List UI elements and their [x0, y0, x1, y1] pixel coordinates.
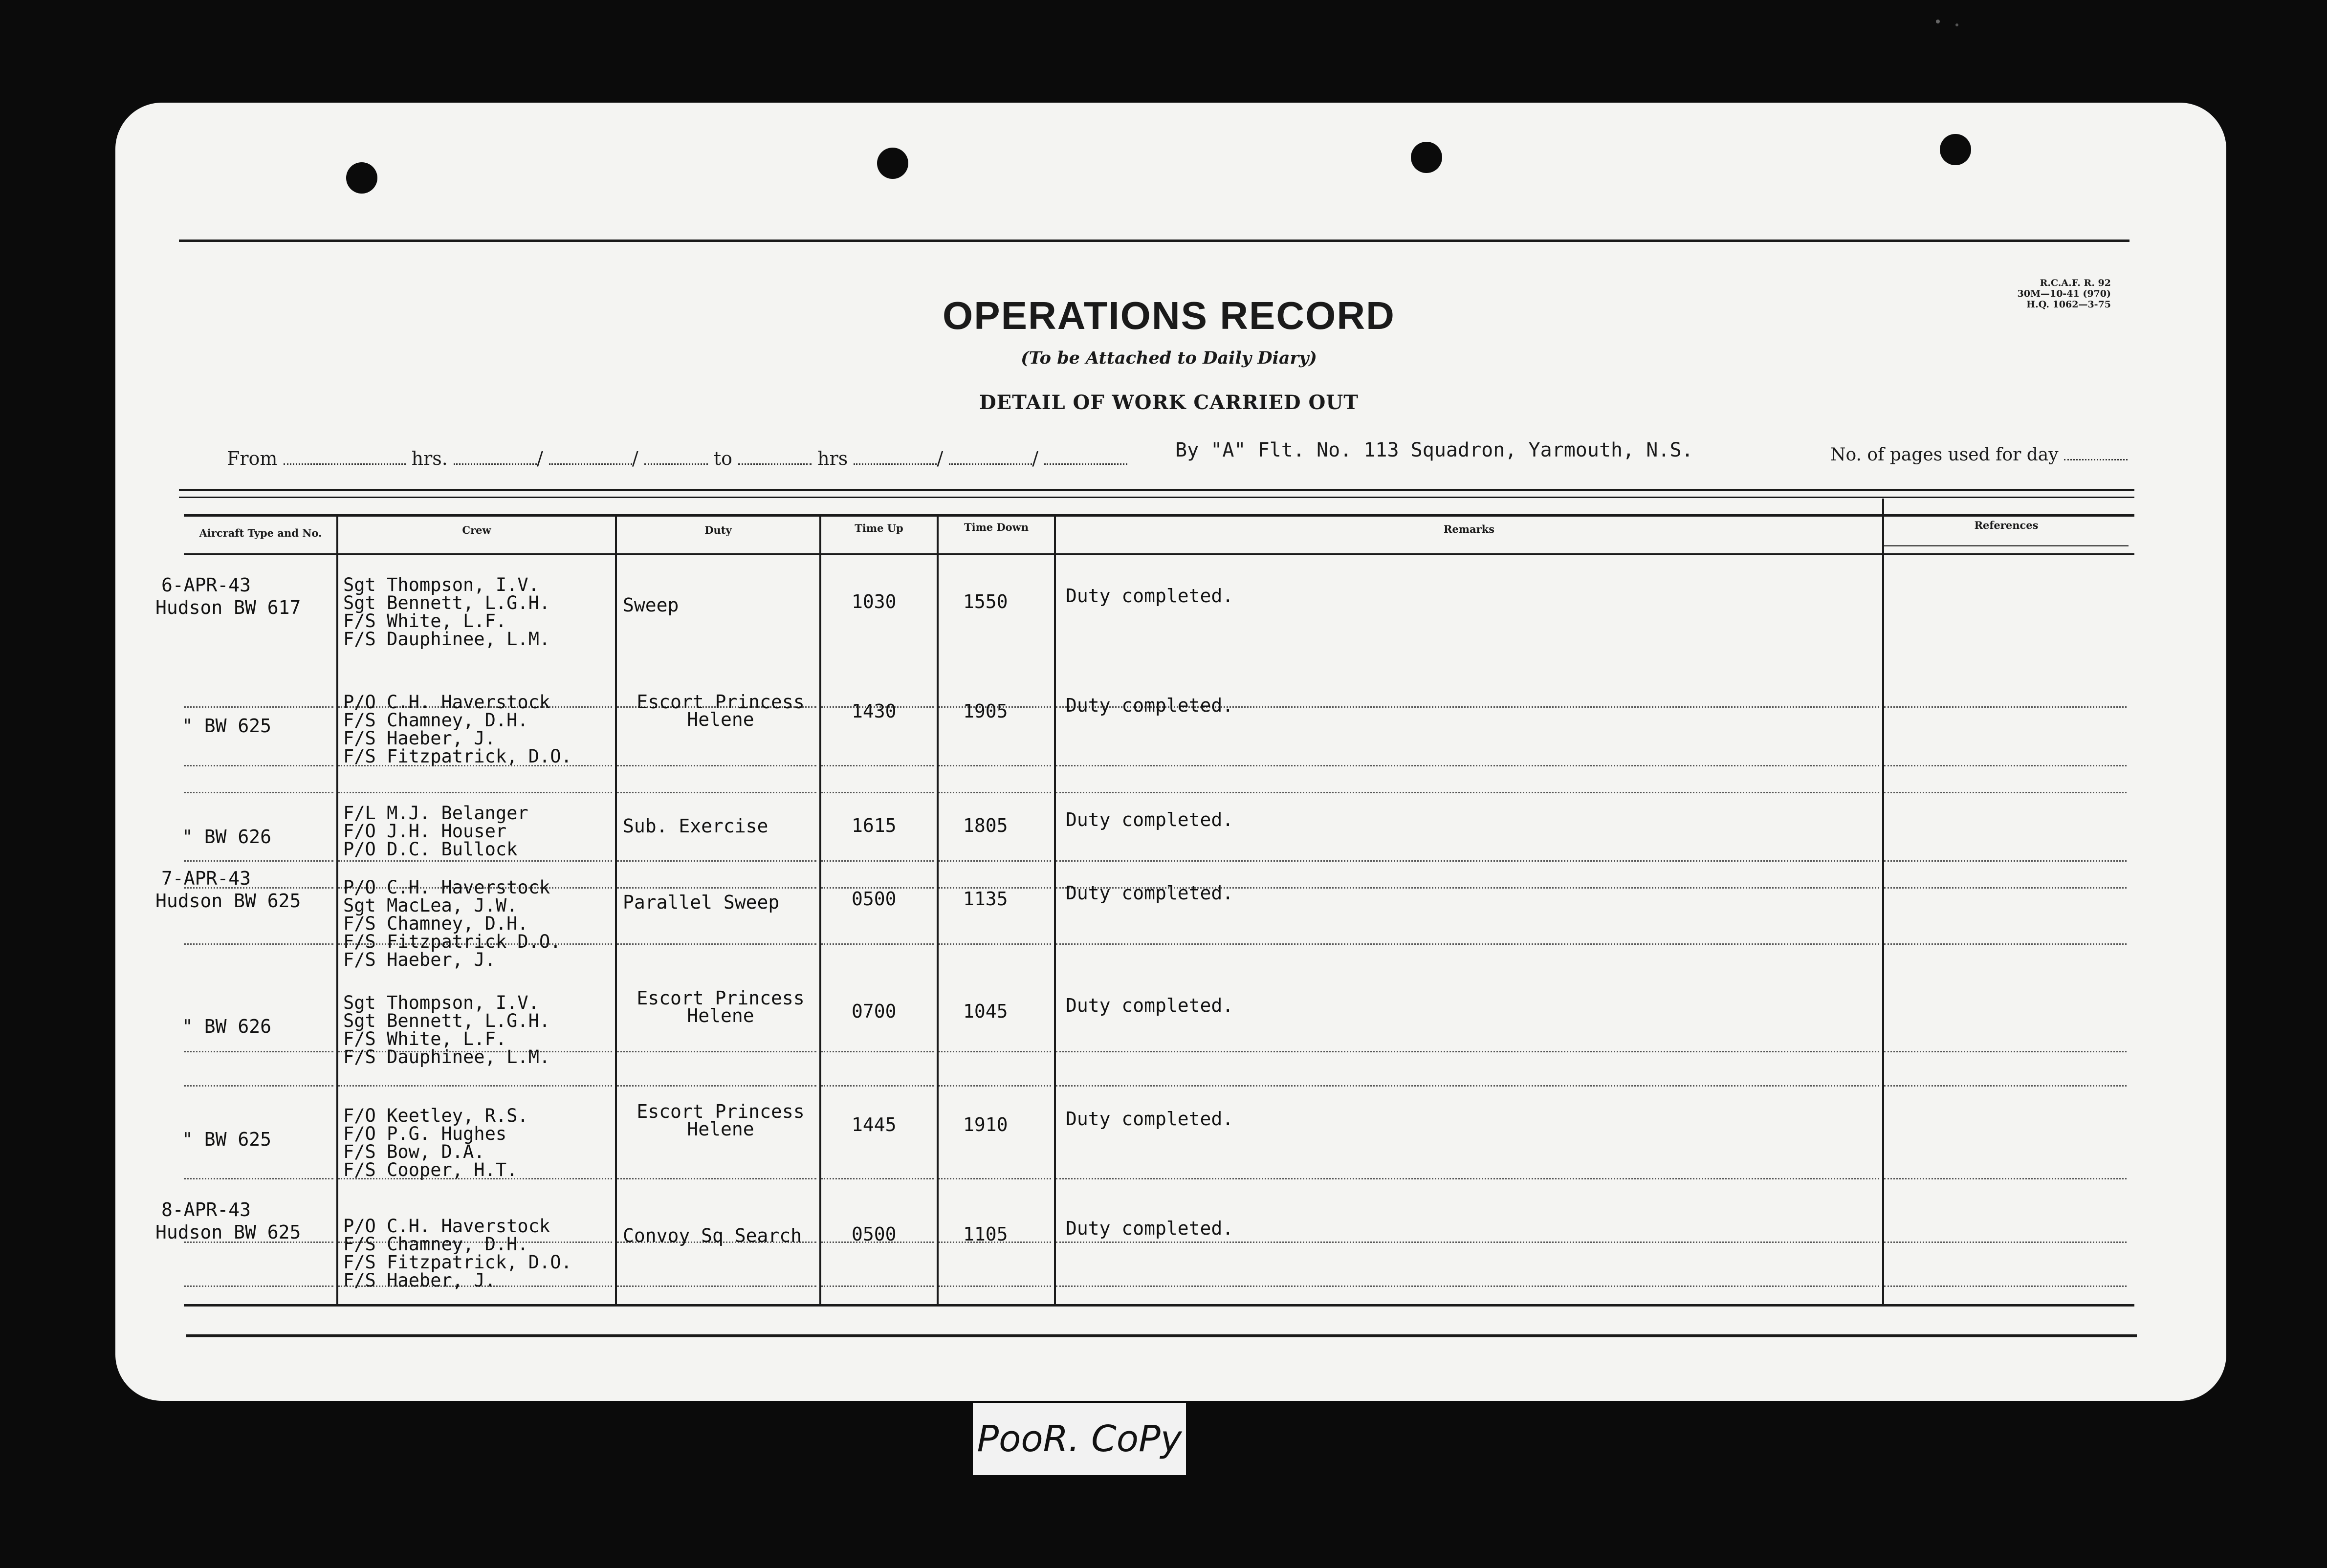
- row-guide-line: [184, 765, 333, 766]
- row-guide-line: [617, 1178, 816, 1179]
- entry-crew: [343, 994, 550, 1066]
- row-guide-line: [1884, 1285, 2127, 1287]
- entry-time-up: 0500: [852, 888, 897, 910]
- row-guide-line: [821, 860, 934, 862]
- row-guide-line: [821, 1051, 934, 1052]
- poor-copy-label: PooR. CoPy: [973, 1403, 1186, 1475]
- row-guide-line: [939, 765, 1051, 766]
- row-guide-line: [184, 792, 333, 793]
- entry-remarks: Duty completed.: [1066, 809, 1234, 830]
- entry-crew: [343, 878, 561, 969]
- entry-remarks: Duty completed.: [1066, 695, 1234, 716]
- crew-member: F/S Bow, D.A.: [343, 1141, 485, 1162]
- entry-duty: Escort Princess Helene: [637, 691, 805, 730]
- row-guide-line: [821, 1178, 934, 1179]
- crew-member: F/S White, L.F.: [343, 1028, 507, 1049]
- row-guide-line: [939, 1178, 1051, 1179]
- row-guide-line: [939, 1085, 1051, 1087]
- crew-member: Sgt Bennett, L.G.H.: [343, 592, 550, 613]
- row-guide-line: [1884, 792, 2127, 793]
- crew-member: F/S Fitzpatrick D.O.: [343, 931, 561, 952]
- entry-duty: Escort Princess Helene: [637, 987, 805, 1026]
- col-header-time-up: Time Up: [855, 522, 903, 534]
- form-ref-line: H.Q. 1062—3-75: [2026, 299, 2111, 310]
- from-label: From: [227, 448, 278, 469]
- crew-member: F/S Dauphinee, L.M.: [343, 629, 550, 650]
- row-guide-line: [184, 1051, 333, 1052]
- row-guide-line: [821, 1285, 934, 1287]
- hrs-label: hrs.: [411, 448, 448, 469]
- col-header-remarks: Remarks: [1443, 523, 1495, 535]
- row-guide-line: [939, 1051, 1051, 1052]
- by-line: [1175, 439, 1693, 461]
- entry-remarks: Duty completed.: [1066, 882, 1234, 904]
- detail-heading: DETAIL OF WORK CARRIED OUT: [979, 391, 1359, 414]
- entry-time-up: 0700: [852, 1001, 897, 1022]
- crew-member: F/S Fitzpatrick, D.O.: [343, 1252, 572, 1273]
- row-guide-line: [617, 1085, 816, 1087]
- table-top-rule: [179, 497, 2134, 498]
- row-guide-line: [617, 887, 816, 889]
- row-guide-line: [939, 943, 1051, 945]
- form-ref-line: R.C.A.F. R. 92: [2040, 278, 2111, 288]
- row-guide-line: [617, 792, 816, 793]
- entry-duty: Parallel Sweep: [623, 892, 780, 913]
- row-guide-line: [821, 1085, 934, 1087]
- row-guide-line: [617, 1051, 816, 1052]
- row-guide-line: [184, 706, 333, 708]
- table-bottom-rule: [184, 1304, 2134, 1307]
- crew-member: F/S White, L.F.: [343, 610, 507, 632]
- punch-hole: [877, 148, 908, 179]
- entry-crew: [343, 804, 528, 858]
- col-header-references: References: [1974, 519, 2039, 531]
- to-label: to: [713, 448, 732, 469]
- crew-member: Sgt Bennett, L.G.H.: [343, 1010, 550, 1031]
- row-guide-line: [1056, 1241, 1879, 1243]
- entry-date: 8-APR-43: [161, 1199, 251, 1220]
- entry-time-up: 1615: [852, 815, 897, 836]
- crew-member: F/S Chamney, D.H.: [343, 913, 528, 934]
- entry-remarks: Duty completed.: [1066, 1108, 1234, 1130]
- entry-duty: Sweep: [623, 594, 679, 616]
- entry-crew: [343, 693, 572, 765]
- crew-member: F/O Keetley, R.S.: [343, 1105, 528, 1126]
- row-guide-line: [939, 792, 1051, 793]
- entry-time-down: 1135: [963, 888, 1008, 910]
- crew-member: F/S Cooper, H.T.: [343, 1159, 518, 1180]
- row-guide-line: [1884, 887, 2127, 889]
- entry-aircraft: " BW 626: [182, 826, 272, 848]
- row-guide-line: [939, 860, 1051, 862]
- row-guide-line: [184, 1085, 333, 1087]
- entry-date: 7-APR-43: [161, 868, 251, 889]
- row-guide-line: [1056, 1085, 1879, 1087]
- scan-speck: [1936, 20, 1940, 23]
- crew-member: F/S Chamney, D.H.: [343, 710, 528, 731]
- row-guide-line: [617, 943, 816, 945]
- entry-date: 6-APR-43: [161, 574, 251, 596]
- record-card: [115, 103, 2226, 1401]
- crew-member: Sgt MacLea, J.W.: [343, 895, 518, 916]
- crew-member: Sgt Thompson, I.V.: [343, 574, 539, 595]
- entry-time-up: 1430: [852, 700, 897, 722]
- top-rule: [179, 240, 2129, 242]
- crew-member: F/L M.J. Belanger: [343, 803, 528, 824]
- entry-time-down: 1550: [963, 591, 1008, 612]
- entry-aircraft: Hudson BW 617: [155, 597, 301, 618]
- table-top-rule: [179, 489, 2134, 491]
- entry-remarks: Duty completed.: [1066, 995, 1234, 1016]
- row-guide-line: [617, 765, 816, 766]
- entry-time-up: 0500: [852, 1223, 897, 1245]
- entry-time-up: 1030: [852, 591, 897, 612]
- row-guide-line: [939, 1285, 1051, 1287]
- crew-member: F/O P.G. Hughes: [343, 1123, 507, 1144]
- pages-line: [1830, 445, 2128, 465]
- row-guide-line: [184, 1285, 333, 1287]
- crew-member: P/O D.C. Bullock: [343, 839, 518, 860]
- entry-remarks: Duty completed.: [1066, 1218, 1234, 1239]
- entry-duty: Convoy Sq Search: [623, 1225, 802, 1246]
- row-guide-line: [617, 1285, 816, 1287]
- entry-aircraft: " BW 626: [182, 1016, 272, 1037]
- col-header-duty: Duty: [704, 524, 732, 536]
- entry-aircraft: " BW 625: [182, 1129, 272, 1150]
- row-guide-line: [184, 943, 333, 945]
- col-header-time-down: Time Down: [964, 521, 1029, 533]
- hrs-label: hrs: [817, 448, 848, 469]
- row-guide-line: [1884, 765, 2127, 766]
- crew-member: Sgt Thompson, I.V.: [343, 992, 539, 1013]
- from-to-line: From hrs. / / to hrs / /: [227, 448, 1127, 469]
- entry-aircraft: " BW 625: [182, 715, 272, 737]
- entry-duty: Sub. Exercise: [623, 815, 768, 837]
- row-guide-line: [184, 1178, 333, 1179]
- row-guide-line: [1884, 943, 2127, 945]
- row-guide-line: [1056, 765, 1879, 766]
- row-guide-line: [1056, 1178, 1879, 1179]
- row-guide-line: [1056, 1285, 1879, 1287]
- row-guide-line: [1056, 1051, 1879, 1052]
- entry-time-down: 1805: [963, 815, 1008, 836]
- row-guide-line: [338, 860, 612, 862]
- row-guide-line: [338, 792, 612, 793]
- by-value: "A" Flt. No. 113 Squadron, Yarmouth, N.S.: [1210, 439, 1693, 461]
- entry-crew: [343, 576, 550, 648]
- entry-time-down: 1905: [963, 700, 1008, 722]
- crew-member: P/O C.H. Haverstock: [343, 877, 550, 898]
- page-subtitle: (To be Attached to Daily Diary): [1021, 348, 1317, 368]
- row-guide-line: [1884, 706, 2127, 708]
- row-guide-line: [821, 765, 934, 766]
- row-guide-line: [184, 860, 333, 862]
- crew-member: P/O C.H. Haverstock: [343, 692, 550, 713]
- crew-member: P/O C.H. Haverstock: [343, 1216, 550, 1237]
- punch-hole: [1940, 134, 1971, 165]
- row-guide-line: [1056, 792, 1879, 793]
- entry-time-down: 1105: [963, 1223, 1008, 1245]
- pages-label: No. of pages used for day: [1830, 445, 2059, 465]
- row-guide-line: [1056, 943, 1879, 945]
- crew-member: F/S Fitzpatrick, D.O.: [343, 746, 572, 767]
- col-header-crew: Crew: [462, 524, 491, 536]
- table-bottom-rule: [186, 1334, 2137, 1337]
- row-guide-line: [821, 792, 934, 793]
- form-reference: [2018, 278, 2111, 310]
- row-guide-line: [1056, 860, 1879, 862]
- punch-hole: [346, 162, 377, 194]
- entry-time-down: 1910: [963, 1114, 1008, 1135]
- crew-member: F/S Haeber, J.: [343, 949, 496, 970]
- crew-member: F/S Haeber, J.: [343, 1270, 496, 1291]
- form-ref-line: 30M—10-41 (970): [2017, 288, 2111, 299]
- row-guide-line: [1884, 1178, 2127, 1179]
- entry-crew: [343, 1217, 572, 1289]
- entry-time-up: 1445: [852, 1114, 897, 1135]
- entry-aircraft: Hudson BW 625: [155, 890, 301, 912]
- row-guide-line: [1884, 1241, 2127, 1243]
- crew-member: F/S Haeber, J.: [343, 728, 496, 749]
- row-guide-line: [1884, 1085, 2127, 1087]
- row-guide-line: [1884, 1051, 2127, 1052]
- crew-member: F/S Chamney, D.H.: [343, 1234, 528, 1255]
- col-header-aircraft: Aircraft Type and No.: [199, 527, 322, 539]
- by-label: By: [1175, 439, 1199, 461]
- crew-member: F/O J.H. Houser: [343, 821, 507, 842]
- entry-duty: Escort Princess Helene: [637, 1101, 805, 1140]
- page-title: OPERATIONS RECORD: [943, 294, 1395, 337]
- crew-member: F/S Dauphinee, L.M.: [343, 1046, 550, 1067]
- entry-aircraft: Hudson BW 625: [155, 1221, 301, 1243]
- row-guide-line: [617, 860, 816, 862]
- entry-remarks: Duty completed.: [1066, 585, 1234, 607]
- row-guide-line: [338, 1085, 612, 1087]
- entry-time-down: 1045: [963, 1001, 1008, 1022]
- punch-hole: [1411, 142, 1442, 173]
- row-guide-line: [821, 943, 934, 945]
- entry-crew: [343, 1107, 528, 1179]
- scan-speck: [1955, 23, 1958, 26]
- row-guide-line: [1884, 860, 2127, 862]
